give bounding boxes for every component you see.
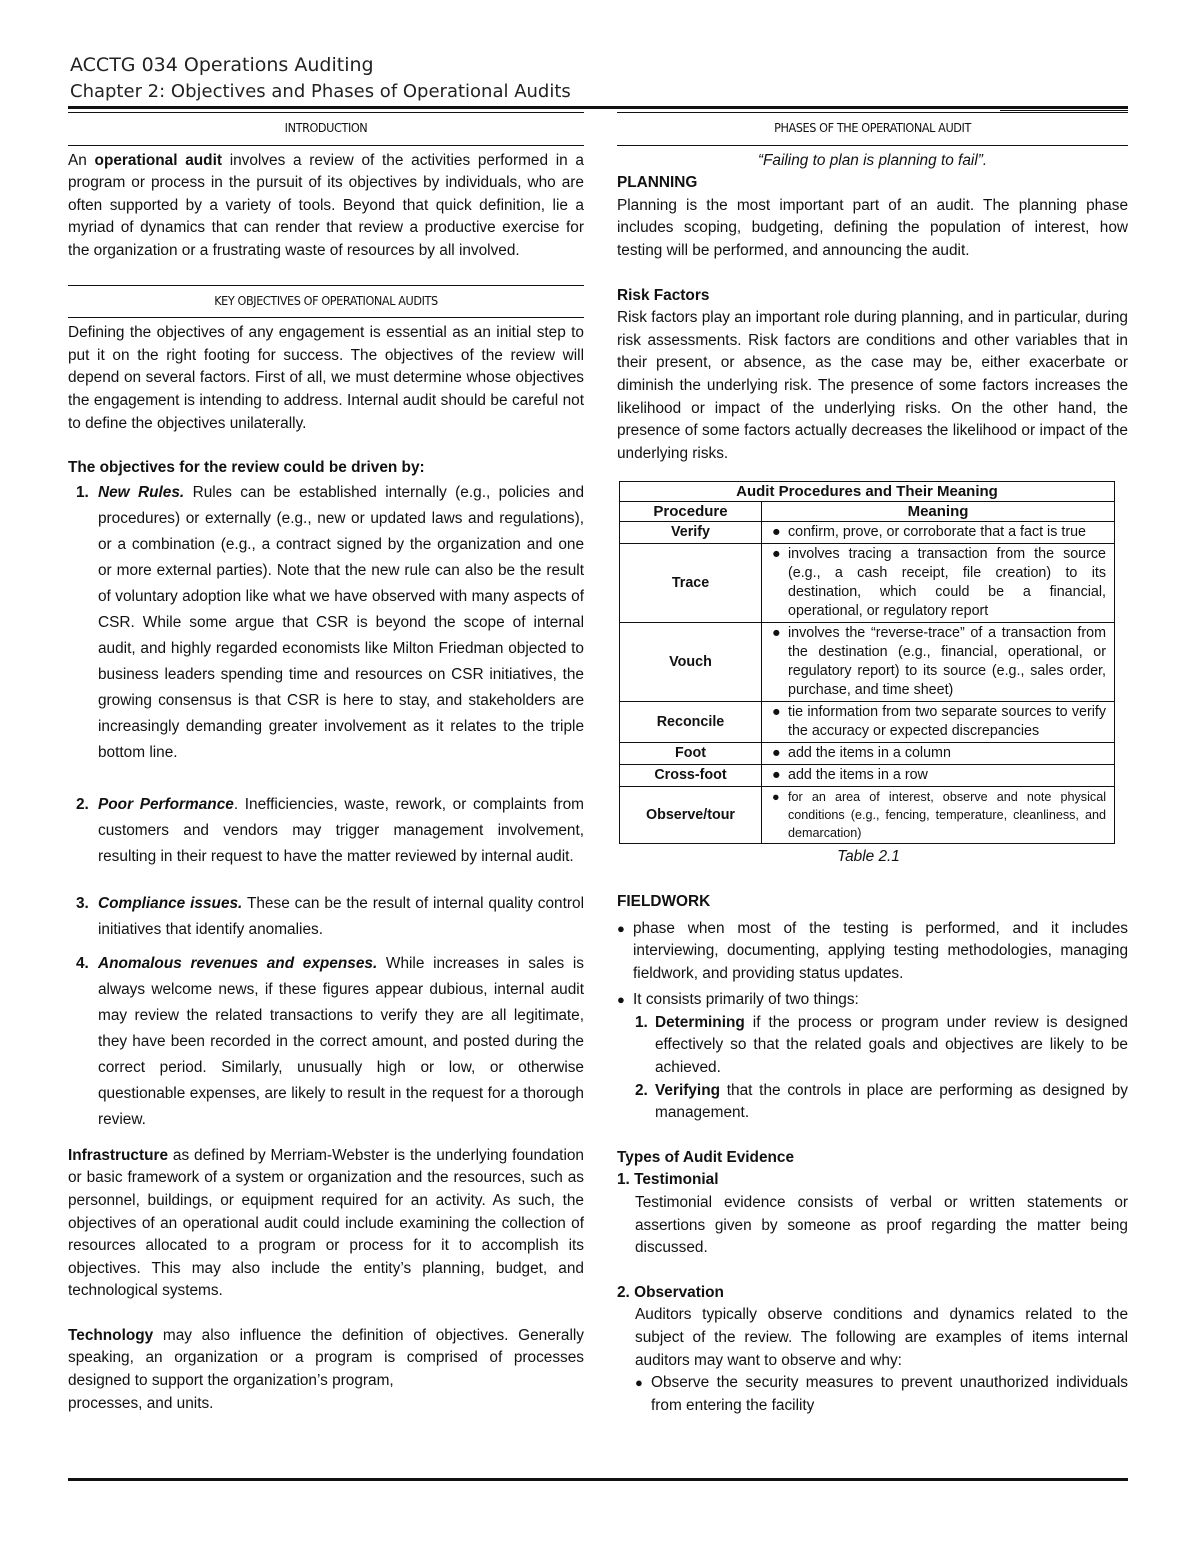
fieldwork-item: 1. Determining if the process or program under review is designed effectively so that the related goals and objectives are likely to be achieved. <box>635 1013 1128 1077</box>
table-row: Trace ● involves tracing a transaction from the source (e.g., a cash receipt, file creation) to its destination, which could be a financial, operational, or regulatory report <box>620 544 1115 623</box>
bullet-icon: ● <box>617 920 625 936</box>
bullet-icon: ● <box>635 1375 643 1391</box>
list-item: ● Observe the security measures to prevent unauthorized individuals from entering the facility <box>635 1372 1128 1417</box>
fieldwork-heading: FIELDWORK <box>617 892 711 910</box>
phases-heading: PHASES OF THE OPERATIONAL AUDIT <box>617 112 1128 146</box>
introduction-heading: INTRODUCTION <box>68 112 584 146</box>
header-rule <box>68 106 1128 109</box>
fieldwork-list <box>617 918 1128 1012</box>
col-procedure: Procedure <box>620 502 762 522</box>
key-objectives-text: Defining the objectives of any engagement is essential as an initial step to put it on the right footing for success. The objectives of the review will depend on several factors. First of all, we must determine whose objectives the engagement is intending to address. Internal audit should be careful not to define the objectives unilaterally. <box>68 324 584 432</box>
list-item: 2. Poor Performance. Inefficiencies, waste, rework, or complaints from customers and vendors may trigger management involvement, resulting in their request to have the matter reviewed by internal audit. <box>76 795 584 865</box>
observation-heading: 2. Observation <box>617 1283 724 1301</box>
table-row: Verify ● confirm, prove, or corroborate that a fact is true <box>620 522 1115 544</box>
course-title: ACCTG 034 Operations Auditing <box>70 54 374 76</box>
bullet-icon: ● <box>772 767 781 784</box>
right-column <box>617 112 1128 1417</box>
page-header <box>70 52 571 106</box>
chapter-title: Chapter 2: Objectives and Phases of Operational Audits <box>70 81 571 102</box>
bullet-icon: ● <box>772 625 781 642</box>
list-item: 4. Anomalous revenues and expenses. While increases in sales is always welcome news, if these figures appear dubious, internal audit may review the related transactions to verify they are all legitimate, they have been recorded in the correct amount, and posted during the correct period. Similarly, unusually high or low, or otherwise questionable expenses, are likely to result in the request for a thorough review. <box>76 954 585 1128</box>
quote: “Failing to plan is planning to fail”. <box>757 151 988 169</box>
risk-factors-heading: Risk Factors <box>617 286 710 304</box>
observation-list <box>617 1372 1128 1417</box>
introduction-text: An operational audit involves a review of the activities performed in a program or process in the pursuit of its objectives by individuals, who are often supported by a variety of tools. Beyond that quick definition, lie a myriad of dynamics that can render that review a productive exercise for the organization or a frustrating waste of resources by all involved. <box>68 151 584 259</box>
bullet-icon: ● <box>772 524 781 541</box>
table-row: Vouch ● involves the “reverse-trace” of a transaction from the destination (e.g., financial, operational, or regulatory report) to its source (e.g., sales order, purchase, and time sheet) <box>620 623 1115 702</box>
left-column <box>68 112 584 1415</box>
operational-audit-term: operational audit <box>94 151 222 169</box>
infrastructure-text: Infrastructure as defined by Merriam-Webster is the underlying foundation or basic framework of a system or organization and the resources, such as personnel, buildings, or equipment required for an activity. As such, the objectives of an operational audit could include examining the collection of resources allocated to a program or process for it to accomplish its objectives. This may also include the entity’s planning, budget, and technological systems. <box>68 1146 584 1300</box>
table-row: Cross-foot ● add the items in a row <box>620 765 1115 787</box>
col-meaning: Meaning <box>762 502 1115 522</box>
drivers-heading: The objectives for the review could be driven by: <box>68 459 425 477</box>
table-row: Reconcile ● tie information from two separate sources to verify the accuracy or expected discrepancies <box>620 702 1115 743</box>
technology-text-last: processes, and units. <box>68 1394 214 1412</box>
audit-procedures-table-wrap <box>619 481 1128 869</box>
audit-procedures-table <box>619 481 1115 844</box>
key-objectives-heading: KEY OBJECTIVES OF OPERATIONAL AUDITS <box>68 285 584 319</box>
testimonial-heading: 1. Testimonial <box>617 1171 719 1189</box>
header-rule-short <box>1000 110 1128 111</box>
table-row: Observe/tour ● for an area of interest, observe and note physical conditions (e.g., fencing, temperature, cleanliness, and demarcation) <box>620 787 1115 844</box>
bullet-icon: ● <box>617 992 625 1008</box>
evidence-heading: Types of Audit Evidence <box>617 1148 795 1166</box>
planning-text: Planning is the most important part of an audit. The planning phase includes scoping, budgeting, defining the population of interest, how testing will be performed, and announcing the audit. <box>617 196 1128 259</box>
drivers-list <box>76 480 584 1133</box>
footer-rule <box>68 1478 1128 1481</box>
table-caption: Table 2.1 <box>837 848 900 866</box>
observation-text: Auditors typically observe conditions and dynamics related to the subject of the review. The following are examples of items internal auditors may want to observe and why: <box>635 1306 1128 1369</box>
fieldwork-item: 2. Verifying that the controls in place are performing as designed by management. <box>635 1081 1128 1122</box>
table-title: Audit Procedures and Their Meaning <box>620 482 1115 502</box>
bullet-icon: ● <box>772 546 781 563</box>
list-item: ● phase when most of the testing is performed, and it includes interviewing, documenting, applying testing methodologies, managing fieldwork, and providing status updates. <box>617 918 1128 986</box>
testimonial-text: Testimonial evidence consists of verbal or written statements or assertions given by someone as proof regarding the matter being discussed. <box>635 1194 1128 1257</box>
bullet-icon: ● <box>772 704 781 721</box>
planning-heading: PLANNING <box>617 174 698 192</box>
bullet-icon: ● <box>772 790 780 805</box>
bullet-icon: ● <box>772 745 781 762</box>
list-item: ● It consists primarily of two things: <box>617 989 1128 1012</box>
list-item: 1. New Rules. Rules can be established internally (e.g., policies and procedures) or externally (e.g., new or updated laws and regulations), or a combination (e.g., a contract signed by the organization and one or more external parties). Note that the new rule can also be the result of voluntary adoption like what we have observed with many aspects of CSR. While some argue that CSR is beyond the scope of internal audit, and highly regarded economists like Milton Friedman objected to business leaders spending time and resources on CSR initiatives, the growing consensus is that CSR is here to stay, and stakeholders are increasingly demanding greater involvement as it relates to the triple bottom line. <box>76 483 585 761</box>
list-item: 3. Compliance issues. These can be the result of internal quality control initiatives that identify anomalies. <box>76 894 584 938</box>
risk-factors-text: Risk factors play an important role during planning, and in particular, during risk assessments. Risk factors are conditions and other variables that in their present, or absence, as the case may be, either exacerbate or diminish the underlying risk. The presence of some factors increases the likelihood or impact of the underlying risks. On the other hand, the presence of some factors actually decreases the likelihood or impact of the underlying risks. <box>617 309 1128 462</box>
technology-text: Technology may also influence the definition of objectives. Generally speaking, an organization or a program is comprised of processes designed to support the organization’s program, <box>68 1326 584 1390</box>
table-row: Foot ● add the items in a column <box>620 743 1115 765</box>
